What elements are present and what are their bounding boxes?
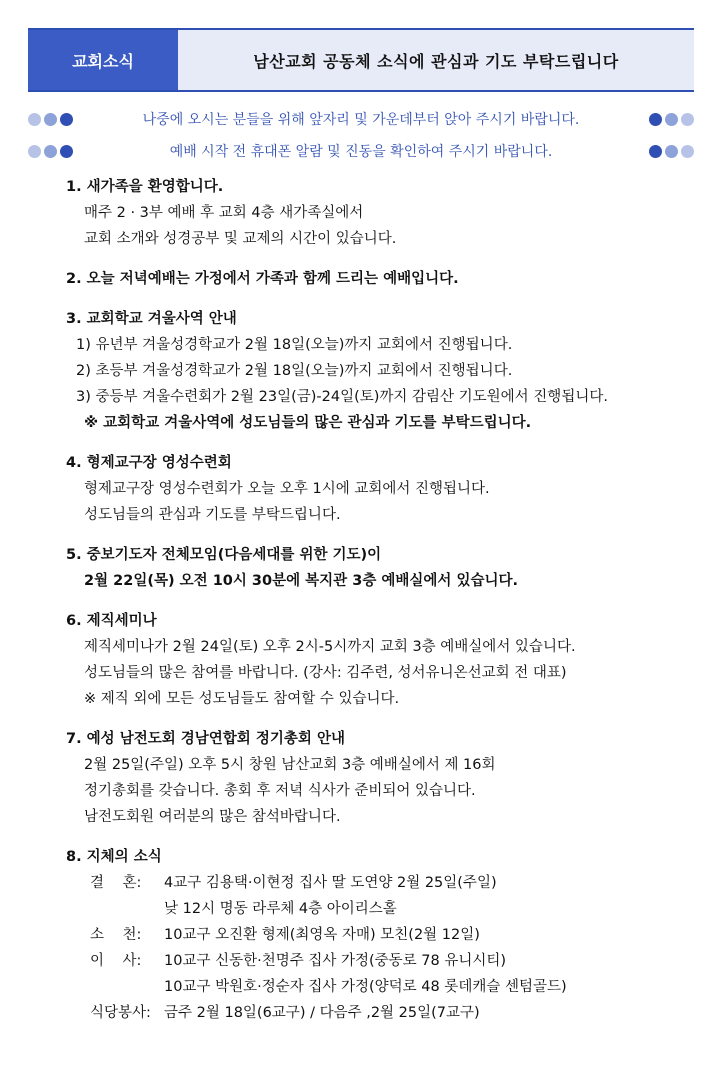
section-evening-worship xyxy=(66,266,696,292)
section-retreat xyxy=(66,450,696,528)
section-seminar xyxy=(66,608,696,712)
section-line: 성도님들의 관심과 기도를 부탁드립니다. xyxy=(84,507,341,523)
section-line: 2월 22일(목) 오전 10시 30분에 복지관 3층 예배실에서 있습니다. xyxy=(84,573,519,589)
news-label: 소 천: xyxy=(90,927,142,943)
news-funeral xyxy=(66,922,696,948)
section-title: 8. 지체의 소식 xyxy=(66,849,162,865)
news-text: 4교구 김용택·이현정 집사 딸 도연양 2월 25일(주일) xyxy=(164,875,497,891)
section-title: 2. 오늘 저녁예배는 가정에서 가족과 함께 드리는 예배입니다. xyxy=(66,271,459,287)
section-title: 1. 새가족을 환영합니다. xyxy=(66,179,224,195)
notice-text: 나중에 오시는 분들을 위해 앞자리 및 가운데부터 앉아 주시기 바랍니다. xyxy=(142,112,580,128)
news-text: 10교구 신동한·천명주 집사 가정(중동로 78 유니시티) xyxy=(164,953,507,969)
section-general-meeting xyxy=(66,726,696,830)
notice-text: 예배 시작 전 휴대폰 알람 및 진동을 확인하여 주시기 바랍니다. xyxy=(169,144,553,160)
section-line: 남전도회원 여러분의 많은 참석바랍니다. xyxy=(84,809,341,825)
news-label: 이 사: xyxy=(90,953,142,969)
notice-line-1 xyxy=(28,107,694,131)
news-label: 식당봉사: xyxy=(90,1005,151,1021)
news-text: 금주 2월 18일(6교구) / 다음주 ,2월 25일(7교구) xyxy=(164,1005,480,1021)
section-line: 2) 초등부 겨울성경학교가 2월 18일(오늘)까지 교회에서 진행됩니다. xyxy=(76,363,513,379)
section-note: ※ 교회학교 겨울사역에 성도님들의 많은 관심과 기도를 부탁드립니다. xyxy=(84,415,532,431)
section-title: 3. 교회학교 겨울사역 안내 xyxy=(66,311,237,327)
section-line: 성도님들의 많은 참여를 바랍니다. (강사: 김주련, 성서유니온선교회 전 대표) xyxy=(84,665,567,681)
section-line: 1) 유년부 겨울성경학교가 2월 18일(오늘)까지 교회에서 진행됩니다. xyxy=(76,337,513,353)
section-line: 2월 25일(주일) 오후 5시 창원 남산교회 3층 예배실에서 제 16회 xyxy=(84,757,496,773)
news-moving xyxy=(66,948,696,974)
announcement-list xyxy=(66,174,696,1040)
section-line: 정기총회를 갖습니다. 총회 후 저녁 식사가 준비되어 있습니다. xyxy=(84,783,476,799)
section-line: 매주 2 · 3부 예배 후 교회 4층 새가족실에서 xyxy=(84,205,364,221)
category-label: 교회소식 xyxy=(28,30,178,90)
news-label: 결 혼: xyxy=(90,875,142,891)
dots-icon xyxy=(28,113,76,126)
news-text: 10교구 오진환 형제(최영옥 자매) 모친(2월 12일) xyxy=(164,927,480,943)
page-title: 남산교회 공동체 소식에 관심과 기도 부탁드립니다 xyxy=(178,30,694,90)
section-line: 형제교구장 영성수련회가 오늘 오후 1시에 교회에서 진행됩니다. xyxy=(84,481,490,497)
dots-icon xyxy=(28,145,76,158)
news-text: 낮 12시 명동 라루체 4층 아이리스홀 xyxy=(164,901,397,917)
section-title: 5. 중보기도자 전체모임(다음세대를 위한 기도)이 xyxy=(66,547,382,563)
dots-icon xyxy=(646,113,694,126)
section-member-news xyxy=(66,844,696,1026)
section-title: 7. 예성 남전도회 경남연합회 정기총회 안내 xyxy=(66,731,345,747)
notice-line-2 xyxy=(28,139,694,163)
section-line: ※ 제직 외에 모든 성도님들도 참여할 수 있습니다. xyxy=(84,691,400,707)
section-church-school xyxy=(66,306,696,436)
dots-icon xyxy=(646,145,694,158)
section-new-family xyxy=(66,174,696,252)
news-meal-service xyxy=(66,1000,696,1026)
section-line: 제직세미나가 2월 24일(토) 오후 2시-5시까지 교회 3층 예배실에서 있습니다. xyxy=(84,639,576,655)
news-text: 10교구 박원호·정순자 집사 가정(양덕로 48 롯데캐슬 센텀골드) xyxy=(164,979,567,995)
section-line: 교회 소개와 성경공부 및 교제의 시간이 있습니다. xyxy=(84,231,397,247)
news-wedding xyxy=(66,870,696,896)
section-title: 6. 제직세미나 xyxy=(66,613,157,629)
section-prayer-meeting xyxy=(66,542,696,594)
header-banner xyxy=(28,28,694,92)
section-line: 3) 중등부 겨울수련회가 2월 23일(금)-24일(토)까지 감림산 기도원에서 진행됩니다. xyxy=(76,389,608,405)
section-title: 4. 형제교구장 영성수련회 xyxy=(66,455,232,471)
